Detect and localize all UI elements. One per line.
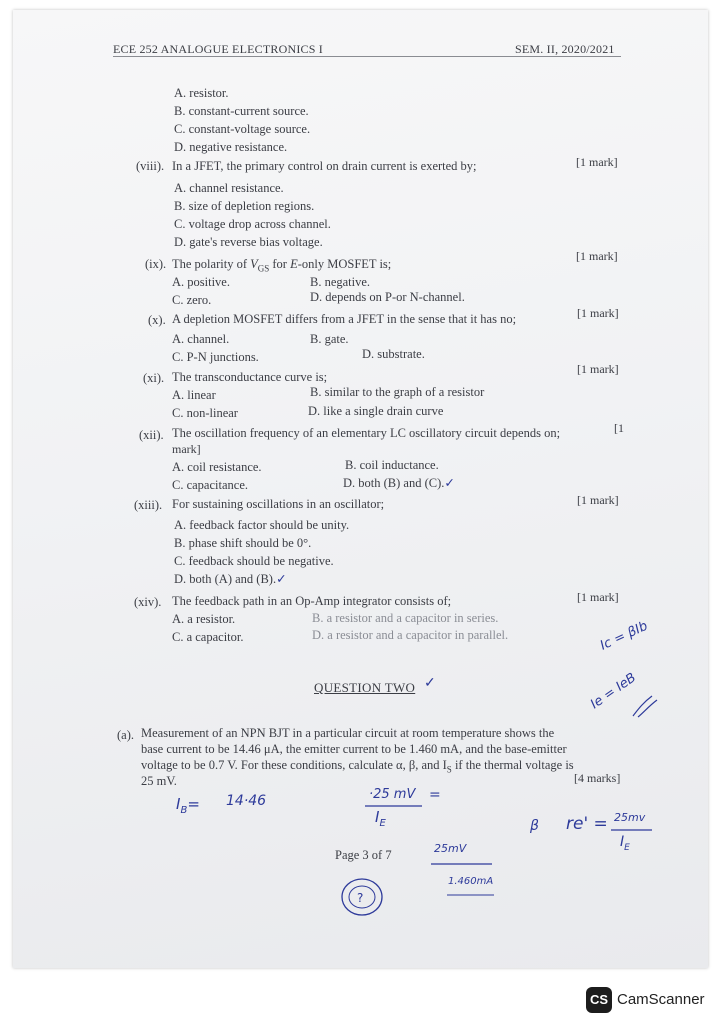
q13-mark: [1 mark]: [577, 493, 619, 507]
handwritten-fraction-denominator: $I_E$: [375, 808, 386, 829]
q11-text: The transconductance curve is;: [172, 370, 328, 384]
q10-number: (x).: [148, 313, 166, 327]
q12-option-c: C. capacitance.: [172, 478, 248, 492]
q11-mark: [1 mark]: [577, 362, 619, 376]
handwritten-underline: [446, 893, 496, 897]
q8-option-d: D. gate's reverse bias voltage.: [174, 235, 323, 249]
q7-option-d: D. negative resistance.: [174, 140, 288, 154]
q9-option-c: C. zero.: [172, 293, 212, 307]
q9-option-b: B. negative.: [310, 275, 371, 289]
circled-note-text: ?: [357, 891, 364, 905]
handwritten-ib-value: 14·46: [226, 793, 267, 809]
q9-mark: [1 mark]: [576, 249, 618, 263]
q13-text: For sustaining oscillations in an oscillator;: [172, 497, 385, 511]
handwritten-mid-denominator: 1.460mA: [448, 876, 494, 887]
handwritten-re-denominator: $I_E$: [620, 834, 630, 853]
handwritten-fraction-numerator: ·25 mV: [369, 787, 416, 802]
handwritten-scribble: [630, 690, 660, 720]
handwritten-re-numerator: 25mv: [614, 811, 646, 824]
q8-text: In a JFET, the primary control on drain current is exerted by;: [172, 159, 477, 173]
q10-option-a: A. channel.: [172, 332, 230, 346]
q12-mark-b: mark]: [172, 442, 201, 456]
handwritten-re-bar: [610, 828, 654, 832]
question-two-marks: [4 marks]: [574, 771, 621, 785]
q11-option-c: C. non-linear: [172, 406, 238, 420]
handwritten-ie-expression: Ie = IeB: [588, 670, 639, 713]
q9-number: (ix).: [145, 257, 167, 271]
handwritten-circled-note: [336, 872, 388, 922]
q9-option-a: A. positive.: [172, 275, 230, 289]
q11-option-d: D. like a single drain curve: [308, 404, 444, 418]
question-two-line-4: 25 mV.: [141, 774, 177, 788]
q14-number: (xiv).: [134, 595, 162, 609]
q12-option-a: A. coil resistance.: [172, 460, 262, 474]
camscanner-logo-icon: CS: [586, 987, 612, 1013]
q12-option-b: B. coil inductance.: [345, 458, 439, 472]
q14-option-d: D. a resistor and a capacitor in parallel.: [312, 628, 509, 642]
semester-label: SEM. II, 2020/2021: [515, 42, 615, 56]
q12-number: (xii).: [139, 428, 164, 442]
q9-text: The polarity of $V_{GS}$ for E-only MOSFET is;: [172, 257, 392, 274]
tick-mark-icon: ✓: [444, 476, 455, 490]
q10-option-b: B. gate.: [310, 332, 349, 346]
tick-mark-icon: ✓: [424, 676, 436, 691]
q11-option-b: B. similar to the graph of a resistor: [310, 385, 485, 399]
question-two-part-label: (a).: [117, 728, 134, 742]
q13-number: (xiii).: [134, 498, 163, 512]
question-two-line-2: base current to be 14.46 μA, the emitter current to be 1.460 mA, and the base-emitter: [141, 742, 567, 756]
q7-option-a: A. resistor.: [174, 86, 229, 100]
page-number: Page 3 of 7: [335, 848, 392, 862]
handwritten-mid-bar: [430, 862, 494, 866]
q14-mark: [1 mark]: [577, 590, 619, 604]
q10-option-c: C. P-N junctions.: [172, 350, 259, 364]
q14-text: The feedback path in an Op-Amp integrator consists of;: [172, 594, 452, 608]
q8-option-c: C. voltage drop across channel.: [174, 217, 331, 231]
q12-text: The oscillation frequency of an elementary LC oscillatory circuit depends on;: [172, 426, 561, 440]
q13-option-b: B. phase shift should be 0°.: [174, 536, 312, 550]
q11-number: (xi).: [143, 371, 165, 385]
q12-mark-a: [1: [614, 421, 624, 435]
handwritten-beta-mark: β: [530, 818, 539, 834]
handwritten-fraction-equals: =: [429, 787, 441, 803]
camscanner-brand: CamScanner: [617, 991, 705, 1008]
q14-option-c: C. a capacitor.: [172, 630, 244, 644]
q9-option-d: D. depends on P-or N-channel.: [310, 290, 465, 304]
q13-option-c: C. feedback should be negative.: [174, 554, 334, 568]
q10-option-d: D. substrate.: [362, 347, 425, 361]
course-title: ECE 252 ANALOGUE ELECTRONICS I: [113, 42, 323, 56]
q7-option-c: C. constant-voltage source.: [174, 122, 311, 136]
handwritten-ib: $I_B=$: [176, 795, 200, 816]
q8-option-a: A. channel resistance.: [174, 181, 284, 195]
question-two-line-1: Measurement of an NPN BJT in a particular circuit at room temperature shows the: [141, 726, 555, 740]
q13-option-a: A. feedback factor should be unity.: [174, 518, 350, 532]
q8-option-b: B. size of depletion regions.: [174, 199, 315, 213]
q8-mark: [1 mark]: [576, 155, 618, 169]
handwritten-ic-beta: Ic = βIb: [598, 618, 651, 654]
q10-mark: [1 mark]: [577, 306, 619, 320]
q12-option-d: D. both (B) and (C).✓: [343, 476, 455, 490]
q10-text: A depletion MOSFET differs from a JFET in the sense that it has no;: [172, 312, 517, 326]
q13-option-d: D. both (A) and (B).✓: [174, 572, 287, 586]
handwritten-fraction-bar: [364, 804, 424, 808]
tick-mark-icon: ✓: [276, 572, 287, 586]
question-two-line-3: voltage to be 0.7 V. For these conditions, calculate α, β, and $I_S$ if the thermal voltage is: [141, 758, 574, 775]
q11-option-a: A. linear: [172, 388, 216, 402]
header-rule: [113, 56, 621, 57]
question-two-title: QUESTION TWO: [314, 680, 416, 695]
q7-option-b: B. constant-current source.: [174, 104, 309, 118]
q14-option-b: B. a resistor and a capacitor in series.: [312, 611, 499, 625]
handwritten-re: re' =: [566, 814, 608, 834]
q8-number: (viii).: [136, 159, 165, 173]
handwritten-mid-numerator: 25mV: [434, 842, 467, 855]
q14-option-a: A. a resistor.: [172, 612, 236, 626]
